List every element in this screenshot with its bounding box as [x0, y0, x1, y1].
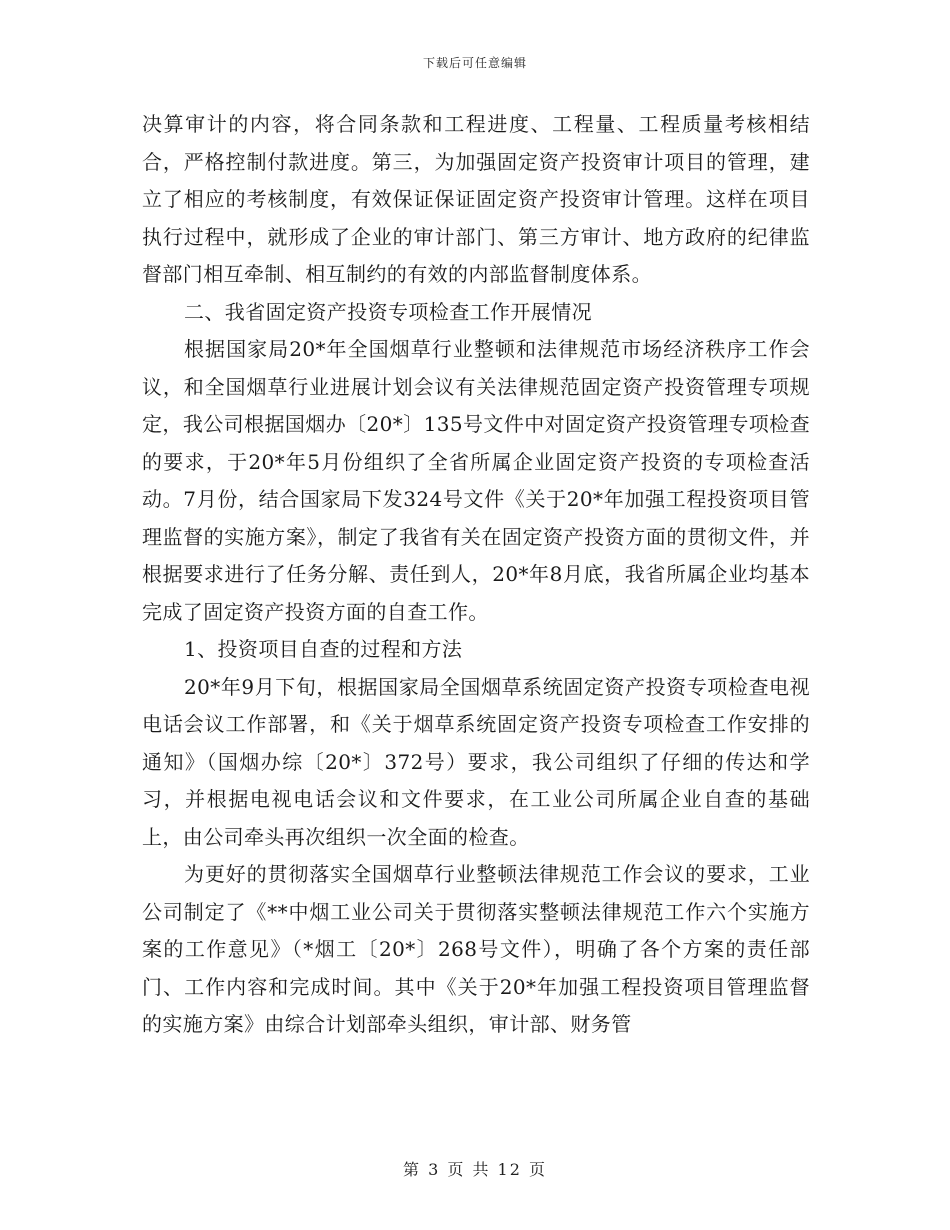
document-body [142, 106, 810, 1044]
paragraph-5: 20*年9月下旬，根据国家局全国烟草系统固定资产投资专项检查电视电话会议工作部署，和《关于烟草系统固定资产投资专项检查工作安排的通知》（国烟办综〔20*〕372号）要求，我公司组织了仔细的传达和学习，并根据电视电话会议和文件要求，在工业公司所属企业自查的基础上，由公司牵头再次组织一次全面的检查。 [142, 674, 810, 849]
paragraph-1: 决算审计的内容，将合同条款和工程进度、工程量、工程质量考核相结合，严格控制付款进度。第三，为加强固定资产投资审计项目的管理，建立了相应的考核制度，有效保证保证固定资产投资审计管理。这样在项目执行过程中，就形成了企业的审计部门、第三方审计、地方政府的纪律监督部门相互牵制、相互制约的有效的内部监督制度体系。 [142, 112, 810, 286]
page-footer: 第 3 页 共 12 页 [403, 1160, 547, 1179]
section-heading-2: 二、我省固定资产投资专项检查工作开展情况 [184, 299, 592, 324]
paragraph-6: 为更好的贯彻落实全国烟草行业整顿法律规范工作会议的要求，工业公司制定了《**中烟工业公司关于贯彻落实整顿法律规范工作六个实施方案的工作意见》（*烟工〔20*〕268号文件），明确了各个方案的责任部门、工作内容和完成时间。其中《关于20*年加强工程投资项目管理监督的实施方案》由综合计划部牵头组织，审计部、财务管 [142, 862, 810, 1036]
subsection-heading-1: 1、投资项目自查的过程和方法 [184, 637, 463, 661]
page-header: 下载后可任意编辑 [422, 56, 527, 70]
paragraph-3: 根据国家局20*年全国烟草行业整顿和法律规范市场经济秩序工作会议，和全国烟草行业进展计划会议有关法律规范固定资产投资管理专项规定，我公司根据国烟办〔20*〕135号文件中对固定资产投资管理专项检查的要求，于20*年5月份组织了全省所属企业固定资产投资的专项检查活动。7月份，结合国家局下发324号文件《关于20*年加强工程投资项目管理监督的实施方案》，制定了我省有关在固定资产投资方面的贯彻文件，并根据要求进行了任务分解、责任到人，20*年8月底，我省所属企业均基本完成了固定资产投资方面的自查工作。 [142, 337, 810, 624]
